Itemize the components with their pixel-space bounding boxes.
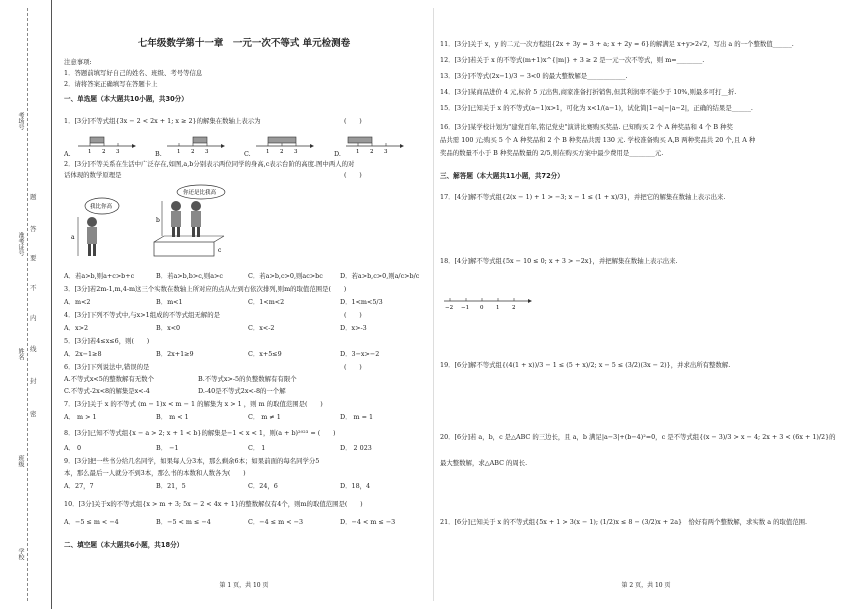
q5-option-c: C．x+5≤9	[248, 350, 282, 358]
question-18-text: 18．[4分]解不等式组{5x − 10 ≤ 0; x + 3 > −2x}，并把解集在数轴上表示出来.	[440, 257, 678, 265]
question-5-text: 5．[3分]若4≤x≤6，则( )	[64, 337, 150, 345]
school-field-label: 学校	[17, 548, 24, 560]
seal-char: 线	[30, 345, 37, 353]
tick-label: 2	[370, 149, 374, 155]
question-3-text: 3．[3分]若2m-1,m,4-m这三个实数在数轴上所对应的点从左到右依次排列,则m的取值范围是( )	[64, 285, 347, 293]
q10-option-b: B．−5 < m ≤ −4	[156, 518, 211, 526]
q9-option-c: C．24，6	[248, 482, 278, 490]
question-9-text: 9．[3分]把一些书分给几名同学，如果每人分3本，那么剩余6本；如果前面的每名同学分5	[64, 457, 320, 465]
seal-char: 封	[30, 377, 37, 385]
class-field-label: 班级	[17, 455, 24, 467]
question-12-text: 12．[3分]若关于 x 的不等式(m+1)x^{|m|} + 3 ≥ 2 是一元一次不等式，则 m=________.	[440, 56, 705, 64]
question-16-text-cont: 奖品的数量不小于 B 种奖品数量的 2/5,则在购买方案中最少费用是________元.	[440, 149, 664, 157]
page-divider	[433, 8, 434, 601]
tick-label: 3	[384, 149, 388, 155]
q8-option-c: C． 1	[248, 444, 266, 452]
q2-height-comparison-figure	[66, 184, 236, 266]
section-heading-single-choice: 一、单选题（本大题共10小题，共30分）	[64, 95, 188, 103]
answer-paren: ( )	[344, 311, 362, 319]
q1-option-c-label: C.	[244, 150, 251, 158]
speech-bubble-text: 你还是比我高	[183, 190, 217, 196]
question-2-text: 2．[3分]不等关系在生活中广泛存在,如图,a,b分别表示两位同学的身高,c表示台阶的高度.图中两人的对	[64, 160, 355, 168]
tick-label: 1	[88, 149, 92, 155]
seal-char: 密	[30, 410, 37, 418]
tick-label: 3	[116, 149, 120, 155]
question-8-text: 8．[3分]已知不等式组{x − a > 2; x + 1 < b}的解集是−1 < x < 1，则(a + b)²⁰²³ = ( )	[64, 429, 336, 437]
q5-option-a: A．2x−1≥8	[64, 350, 102, 358]
tick-label: 1	[266, 149, 270, 155]
question-1-text: 1．[3分]不等式组{3x − 2 < 2x + 1; x ≥ 2}的解集在数轴上表示为	[64, 117, 261, 125]
q8-option-a: A． 0	[64, 444, 82, 452]
q4-option-c: C．x<-2	[248, 324, 275, 332]
q8-option-b: B． −1	[156, 444, 179, 452]
question-19-text: 19．[6分]解不等式组{(4(1 + x))/3 − 1 ≤ (5 + x)/2; x − 5 ≤ (3/2)(3x − 2)}，并求出所有整数解.	[440, 361, 731, 369]
q2-option-d: D．若a>b,c>0,则a/c>b/c	[340, 272, 420, 280]
question-10-text: 10．[3分]关于x的不等式组{x > m + 3; 5x − 2 < 4x + 1}的整数解仅有4个，则m的取值范围是( )	[64, 500, 363, 508]
q7-option-c: C． m ≠ 1	[248, 413, 281, 421]
question-20-text-cont: 最大整数解，求△ABC 的周长.	[440, 459, 528, 467]
q2-option-a: A．若a>b,则a+c>b+c	[64, 272, 135, 280]
seal-char: 内	[30, 314, 37, 322]
question-16-text-cont: 品共需 100 元;购买 5 个 A 种奖品和 2 个 B 种奖品共需 130 元. 学校准备购买 A,B 两种奖品共 20 个,且 A 种	[440, 136, 756, 144]
seal-char: 答	[30, 225, 37, 233]
tick-label: 2	[280, 149, 284, 155]
seal-char: 要	[30, 254, 37, 262]
q3-option-d: D．1<m<5/3	[340, 298, 383, 306]
page-1-footer: 第 1 页，共 10 页	[219, 582, 269, 589]
question-9-text-cont: 本，那么最后一人就分不到3本，那么书的本数和人数各为( )	[64, 469, 246, 477]
page-2-footer: 第 2 页，共 10 页	[621, 582, 671, 589]
question-7-text: 7．[3分]关于 x 的不等式 (m − 1)x < m − 1 的解集为 x > 1 ，则 m 的取值范围是( )	[64, 400, 323, 408]
q2-option-b: B．若a>b,b>c,则a>c	[156, 272, 223, 280]
question-16-text: 16．[3分]某学校计划为"建党百年,铭记党史"演讲比赛购买奖品. 已知购买 2 个 A 种奖品和 4 个 B 种奖	[440, 123, 733, 131]
q6-option-b: B.不等式x>-5的负整数解有有限个	[198, 375, 297, 383]
q5-option-b: B．2x+1≥9	[156, 350, 194, 358]
tick-label: 3	[205, 149, 209, 155]
q6-option-a: A.不等式x<5的整数解有无数个	[64, 375, 154, 383]
tick-label: 2	[102, 149, 106, 155]
q10-option-c: C．−4 ≤ m < −3	[248, 518, 304, 526]
q1-option-c-number-line	[254, 130, 314, 156]
q9-option-a: A．27，7	[64, 482, 94, 490]
q4-option-d: D．x>-3	[340, 324, 367, 332]
height-label-a: a	[71, 234, 75, 241]
q9-option-d: D．18，4	[340, 482, 371, 490]
q1-option-b-number-line	[165, 130, 225, 156]
page-2	[440, 0, 852, 609]
q9-option-b: B．21，5	[156, 482, 186, 490]
q3-option-c: C．1<m<2	[248, 298, 285, 306]
seal-char: 不	[30, 284, 37, 292]
q1-option-d-number-line	[344, 130, 404, 156]
section-heading-solution: 三、解答题（本大题共11小题，共72分）	[440, 172, 564, 180]
question-2-text-cont: 话体现的数学原理是	[64, 171, 122, 179]
tick-label: −2	[445, 305, 454, 311]
q18-number-line	[444, 293, 534, 313]
tick-label: 2	[191, 149, 195, 155]
section-heading-fill-in: 二、填空题（本大题共6小题，共18分）	[64, 541, 184, 549]
question-6-text: 6．[3分]下列说法中,错误的是	[64, 363, 150, 371]
question-4-text: 4．[3分]下列不等式中,与x>1组成的不等式组无解的是	[64, 311, 220, 319]
exam-room-field-label: 考场号	[17, 112, 24, 130]
q10-option-a: A．−5 ≤ m < −4	[64, 518, 119, 526]
q8-option-d: D． 2 023	[340, 444, 372, 452]
question-11-text: 11．[3分]关于 x，y 的二元一次方程组{2x + 3y = 3 + a; x + 2y = 6}的解满足 x+y>2√2，写出 a 的一个整数值______.	[440, 40, 794, 48]
q1-option-a-number-line	[76, 130, 136, 156]
q3-option-b: B．m<1	[156, 298, 183, 306]
q3-option-a: A．m<2	[64, 298, 91, 306]
notice-heading: 注意事项:	[64, 58, 92, 66]
question-21-text: 21．[6分]已知关于 x 的不等式组{5x + 1 > 3(x − 1); (1/2)x ≤ 8 − (3/2)x + 2a} 恰好有两个整数解，求实数 a 的取值范围.	[440, 518, 808, 526]
q4-option-b: B．x<0	[156, 324, 181, 332]
q1-option-a-label: A.	[64, 150, 71, 158]
question-13-text: 13．[3分]不等式(2x−1)/3 − 3<0 的最大整数解是____________.	[440, 72, 628, 80]
tick-label: 1	[177, 149, 181, 155]
q2-option-c: C．若a>b,c>0,则ac>bc	[248, 272, 323, 280]
q4-option-a: A．x>2	[64, 324, 89, 332]
q7-option-d: D． m = 1	[340, 413, 374, 421]
q1-option-d-label: D.	[334, 150, 341, 158]
binding-dashed-line	[27, 8, 28, 601]
tick-label: 1	[356, 149, 360, 155]
height-label-b: b	[156, 217, 160, 224]
q1-option-b-label: B.	[155, 150, 162, 158]
question-20-text: 20．[6分]若 a，b，c 是△ABC 的三边长，且 a，b 满足|a−3|+(b−4)²=0，c 是不等式组{(x − 3)/3 > x − 4; 2x + 3 < (6x + 1)/2}的	[440, 433, 836, 441]
q5-option-d: D．3−x>−2	[340, 350, 380, 358]
name-field-label: 姓名	[17, 348, 24, 360]
q7-option-b: B． m < 1	[156, 413, 189, 421]
admission-number-field-label: 准考证号	[17, 232, 24, 256]
question-15-text: 15．[3分]已知关于 x 的不等式(a−1)x>1，可化为 x<1/(a−1)，试化简|1−a|−|a−2|，正确的结果是______.	[440, 104, 753, 112]
tick-label: 3	[294, 149, 298, 155]
q6-option-c: C.不等式-2x<8的解集是x<-4	[64, 387, 150, 395]
answer-paren: ( )	[344, 363, 362, 371]
tick-label: 2	[512, 305, 516, 311]
speech-bubble-text: 我比你高	[90, 204, 113, 210]
q6-option-d: D.-40是不等式2x<-8的一个解	[198, 387, 286, 395]
notice-item: 2．请将答案正确填写在答题卡上	[64, 80, 158, 88]
page-1	[58, 0, 430, 609]
exam-title: 七年级数学第十一章 一元一次不等式 单元检测卷	[137, 38, 351, 49]
tick-label: 0	[480, 305, 484, 311]
question-17-text: 17．[4分]解不等式组{2(x − 1) + 1 > −3; x − 1 ≤ (1 + x)/3}，并把它的解集在数轴上表示出来.	[440, 193, 726, 201]
notice-item: 1．答题前填写好自己的姓名、班级、考号等信息	[64, 69, 203, 77]
answer-paren: ( )	[344, 117, 362, 125]
seal-char: 题	[30, 193, 37, 201]
step-height-label-c: c	[218, 247, 222, 254]
question-14-text: 14．[3分]某商品进价 4 元,标价 5 元出售,商家准备打折销售,但其利润率不能少于 10%,则最多可打__折.	[440, 88, 737, 96]
tick-label: −1	[461, 305, 470, 311]
q7-option-a: A． m > 1	[64, 413, 97, 421]
binding-margin	[0, 0, 52, 609]
answer-paren: ( )	[344, 171, 362, 179]
q10-option-d: D．−4 < m ≤ −3	[340, 518, 396, 526]
tick-label: 1	[496, 305, 500, 311]
